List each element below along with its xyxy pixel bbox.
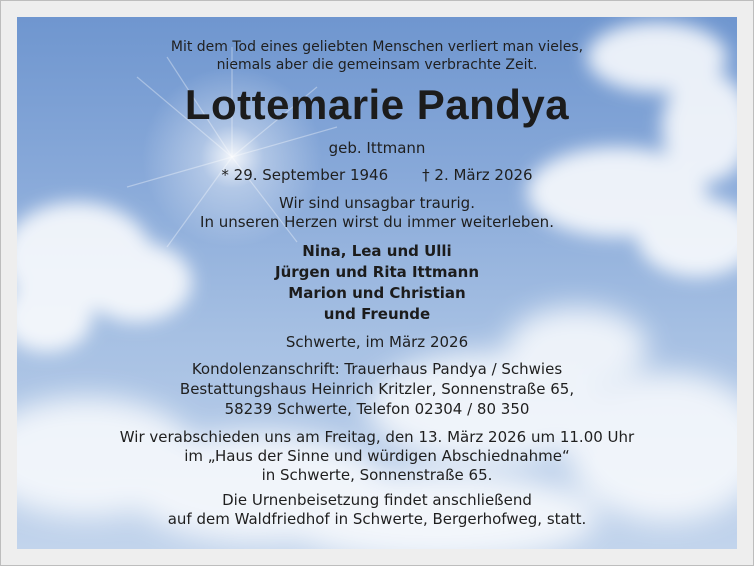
family-line-4: und Freunde — [323, 305, 431, 323]
farewell-line-1: Wir verabschieden uns am Freitag, den 13. März 2026 um 11.00 Uhr — [119, 428, 635, 446]
intro-line-2: niemals aber die gemeinsam verbrachte Zeit. — [216, 57, 538, 73]
burial-line-2: auf dem Waldfriedhof in Schwerte, Bergerhofweg, statt. — [167, 510, 587, 528]
place-date: Schwerte, im März 2026 — [285, 333, 469, 351]
address-line-2: Bestattungshaus Heinrich Kritzler, Sonnenstraße 65, — [179, 380, 575, 398]
farewell-line-2: im „Haus der Sinne und würdigen Abschiednahme“ — [184, 447, 570, 465]
mourning-line-2: In unseren Herzen wirst du immer weiterleben. — [200, 213, 554, 231]
obituary-notice — [17, 17, 737, 549]
life-dates — [17, 166, 737, 184]
birth-date: * 29. September 1946 — [221, 166, 389, 184]
mourning-line-1: Wir sind unsagbar traurig. — [279, 194, 475, 212]
farewell-line-3: in Schwerte, Sonnenstraße 65. — [261, 466, 493, 484]
family-line-1: Nina, Lea und Ulli — [302, 242, 452, 260]
burial-line-1: Die Urnenbeisetzung findet anschließend — [222, 491, 532, 509]
address-line-1: Kondolenzanschrift: Trauerhaus Pandya / Schwies — [191, 360, 563, 378]
notice-text — [17, 17, 737, 549]
death-date: † 2. März 2026 — [422, 166, 533, 184]
intro-line-1: Mit dem Tod eines geliebten Menschen verliert man vieles, — [170, 39, 584, 55]
address-line-3: 58239 Schwerte, Telefon 02304 / 80 350 — [224, 400, 530, 418]
family-line-2: Jürgen und Rita Ittmann — [274, 263, 480, 281]
maiden-name: geb. Ittmann — [328, 139, 426, 157]
deceased-name: Lottemarie Pandya — [184, 81, 570, 128]
family-line-3: Marion und Christian — [288, 284, 466, 302]
